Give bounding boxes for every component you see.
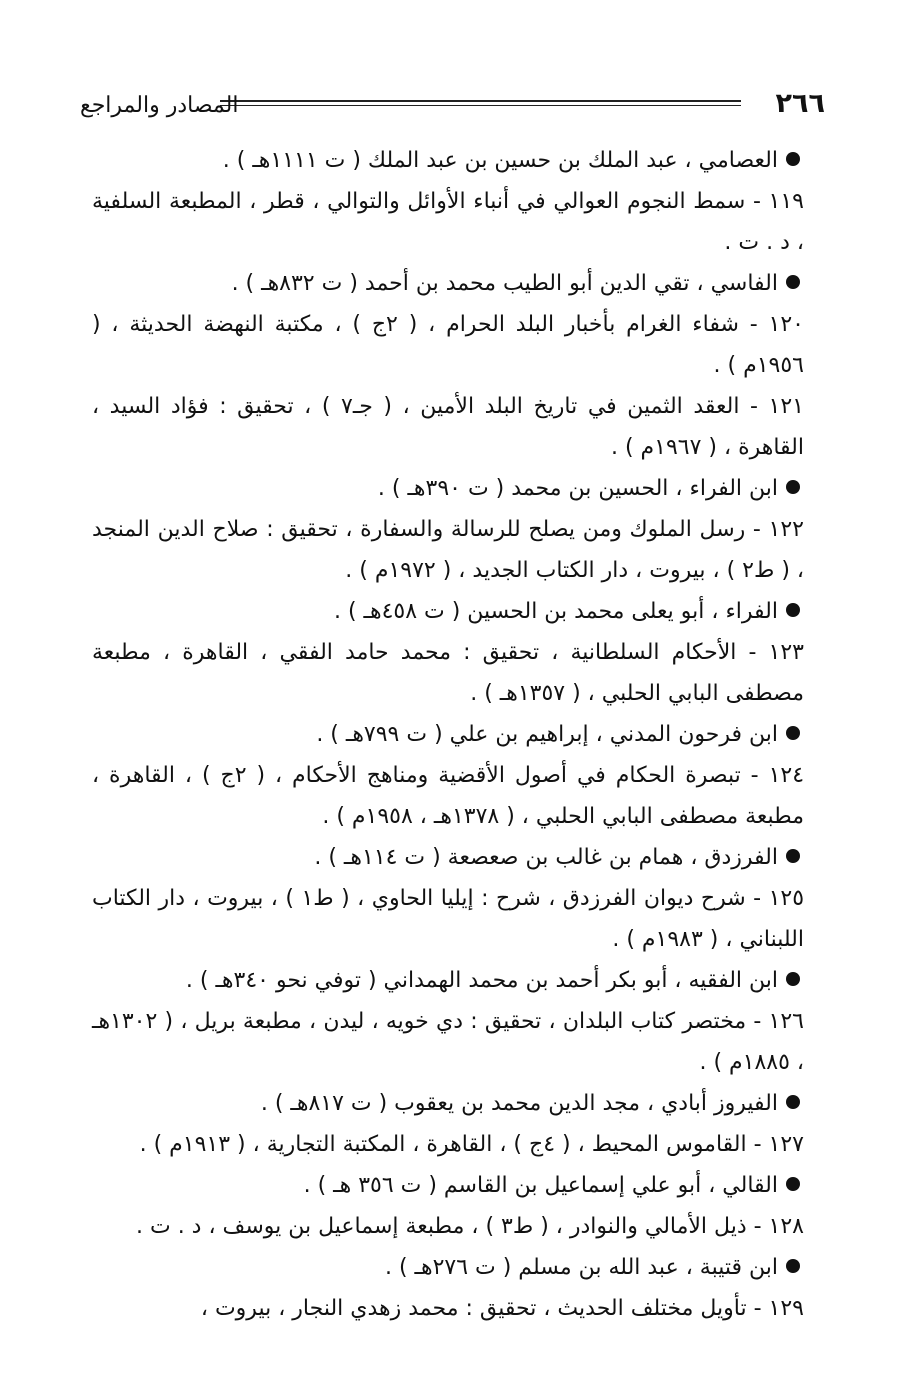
author-entry [92,263,832,304]
bullet-icon [786,1095,800,1109]
author-entry [92,468,832,509]
author-text: ابن الفراء ، الحسين بن محمد ( ت ٣٩٠هـ ) . [377,476,778,501]
book-entry [92,1001,832,1083]
book-text: ١٢٥ - شرح ديوان الفرزدق ، شرح : إيليا الحاوي ، ( ط١ ) ، بيروت ، دار الكتاب اللبناني ، ( ١٩٨٣م ) . [92,886,805,952]
author-entry [92,714,832,755]
running-title: المصادر والمراجع [80,93,239,118]
book-entry [92,1288,832,1329]
book-text: ١٢٧ - القاموس المحيط ، ( ٤ج ) ، القاهرة ، المكتبة التجارية ، ( ١٩١٣م ) . [139,1132,804,1157]
book-text: ١١٩ - سمط النجوم العوالي في أنباء الأوائل والتوالي ، قطر ، المطبعة السلفية ، د . ت . [92,189,804,255]
author-entry [92,1165,832,1206]
author-entry [92,1083,832,1124]
bullet-icon [786,1259,800,1273]
author-text: ابن فرحون المدني ، إبراهيم بن علي ( ت ٧٩٩هـ ) . [316,722,778,747]
bullet-icon [786,726,800,740]
author-entry [92,140,832,181]
book-text: ١٢٨ - ذيل الأمالي والنوادر ، ( ط٣ ) ، مطبعة إسماعيل بن يوسف ، د . ت . [136,1214,804,1239]
author-entry [92,837,832,878]
bullet-icon [786,480,800,494]
bullet-icon [786,849,800,863]
bullet-icon [786,603,800,617]
bullet-icon [786,275,800,289]
header-rule [220,100,741,106]
book-text: ١٢٢ - رسل الملوك ومن يصلح للرسالة والسفارة ، تحقيق : صلاح الدين المنجد ، ( ط٢ ) ، بيروت ، دار الكتاب الجديد ، ( ١٩٧٢م ) . [92,517,804,583]
author-text: ابن قتيبة ، عبد الله بن مسلم ( ت ٢٧٦هـ ) . [384,1255,778,1280]
author-text: القالي ، أبو علي إسماعيل بن القاسم ( ت ٣٥٦ هـ ) . [303,1173,778,1198]
author-entry [92,1247,832,1288]
book-entry [92,386,832,468]
book-text: ١٢٣ - الأحكام السلطانية ، تحقيق : محمد حامد الفقي ، القاهرة ، مطبعة مصطفى البابي الحلبي ، ( ١٣٥٧هـ ) . [92,640,804,706]
author-entry [92,591,832,632]
bullet-icon [786,152,800,166]
author-text: العصامي ، عبد الملك بن حسين بن عبد الملك ( ت ١١١١هـ ) . [222,148,778,173]
author-text: الفاسي ، تقي الدين أبو الطيب محمد بن أحمد ( ت ٨٣٢هـ ) . [231,271,778,296]
book-entry [92,181,832,263]
author-text: الفرزدق ، همام بن غالب بن صعصعة ( ت ١١٤هـ ) . [314,845,778,870]
bullet-icon [786,972,800,986]
author-text: ابن الفقيه ، أبو بكر أحمد بن محمد الهمداني ( توفي نحو ٣٤٠هـ ) . [185,968,778,993]
bullet-icon [786,1177,800,1191]
book-text: ١٢٤ - تبصرة الحكام في أصول الأقضية ومناهج الأحكام ، ( ٢ج ) ، القاهرة ، مطبعة مصطفى البابي الحلبي ، ( ١٣٧٨هـ ، ١٩٥٨م ) . [92,763,805,829]
book-entry [92,632,832,714]
book-text: ١٢٩ - تأويل مختلف الحديث ، تحقيق : محمد زهدي النجار ، بيروت ، [200,1296,804,1321]
author-text: الفراء ، أبو يعلى محمد بن الحسين ( ت ٤٥٨هـ ) . [333,599,778,624]
book-entry [92,1124,832,1165]
page-header [80,84,825,134]
book-entry [92,755,832,837]
book-entry [92,1206,832,1247]
author-text: الفيروز أبادي ، مجد الدين محمد بن يعقوب ( ت ٨١٧هـ ) . [260,1091,778,1116]
book-text: ١٢٦ - مختصر كتاب البلدان ، تحقيق : دي خويه ، ليدن ، مطبعة بريل ، ( ١٣٠٢هـ ، ١٨٨٥م ) . [92,1009,804,1075]
book-entry [92,304,832,386]
author-entry [92,960,832,1001]
book-entry [92,509,832,591]
book-text: ١٢٠ - شفاء الغرام بأخبار البلد الحرام ، ( ٢ج ) ، مكتبة النهضة الحديثة ، ( ١٩٥٦م ) . [92,312,804,378]
book-entry [92,878,832,960]
references-list [92,140,832,1329]
book-text: ١٢١ - العقد الثمين في تاريخ البلد الأمين ، ( جـ٧ ) ، تحقيق : فؤاد السيد ، القاهرة ، ( ١٩٦٧م ) . [92,394,804,460]
page-number: ٢٦٦ [775,88,825,119]
